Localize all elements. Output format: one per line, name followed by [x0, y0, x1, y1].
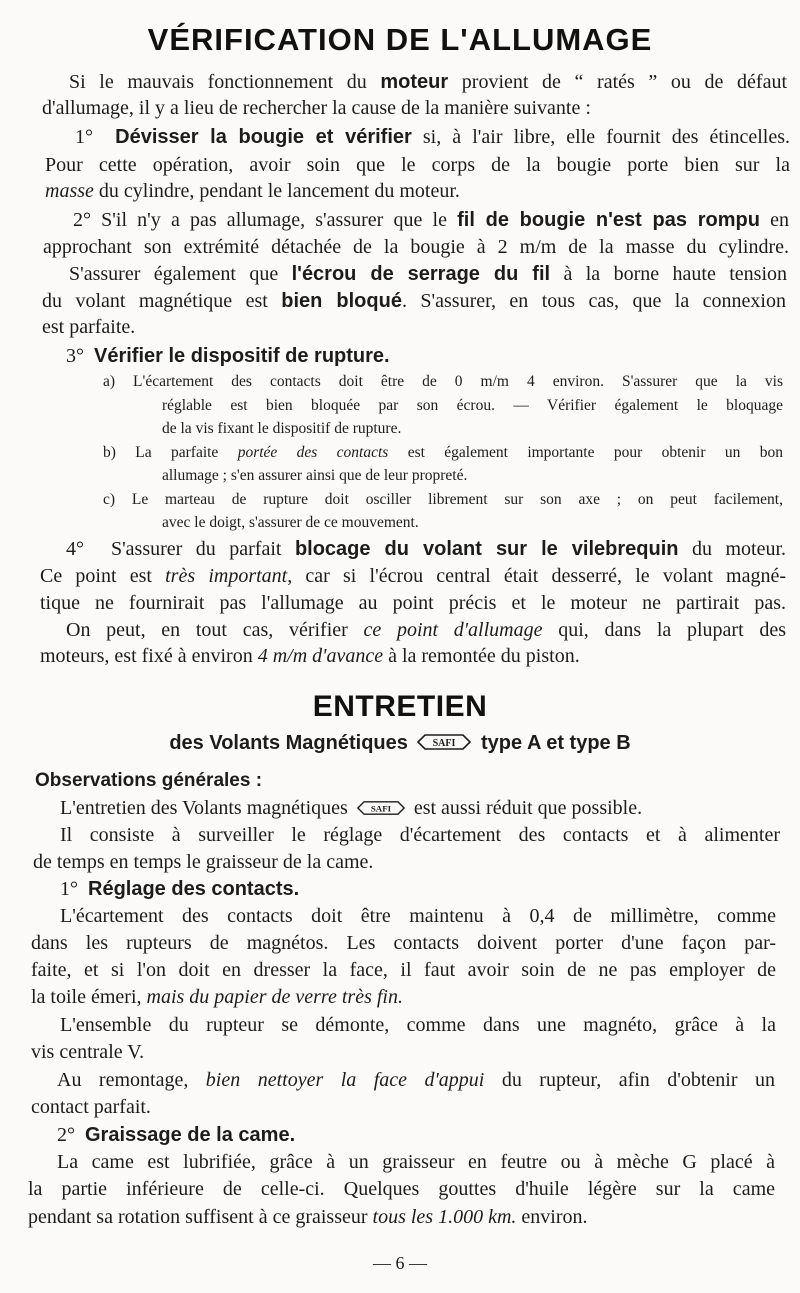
safi-logo-icon: [357, 800, 405, 816]
paragraph-line: [40, 564, 786, 588]
text-run: du cylindre, pendant le lancement du moteur.: [93, 180, 460, 202]
paragraph-line: La came est lubrifiée, grâce à un graisseur en feutre ou à mèche G placé à: [57, 1151, 775, 1173]
text-run: . S'assurer, en tous cas, que la connexion: [401, 290, 786, 312]
paragraph-line: tique ne fournirait pas l'allumage au point précis et le moteur ne partirait pas.: [40, 592, 786, 614]
text-run: Si le mauvais fonctionnement du: [69, 71, 381, 93]
section-2-heading: [73, 208, 789, 232]
text-run: On peut, en tout cas, vérifier: [66, 619, 364, 641]
section-number: 3°: [66, 345, 84, 367]
italic-text: bien nettoyer la face d'appui: [205, 1069, 485, 1091]
subsection-2-heading: [57, 1123, 295, 1147]
bold-text: Réglage des contacts.: [88, 878, 300, 900]
text-run: moteurs, est fixé à environ: [40, 645, 258, 667]
paragraph-line: [45, 179, 460, 203]
italic-text: masse: [45, 180, 94, 202]
section-subtitle: [0, 732, 800, 755]
bold-text: fil de bougie n'est pas rompu: [457, 209, 760, 231]
section-number: 1°: [60, 878, 78, 900]
text-run: si, à l'air libre, elle fournit des étincelles.: [411, 126, 791, 148]
paragraph-line: contact parfait.: [31, 1096, 151, 1118]
sub-item-a-continued: réglable est bien bloquée par son écrou. — Vérifier également le bloquage: [162, 397, 783, 414]
text-run: du rupteur, afin d'obtenir un: [484, 1069, 775, 1091]
text-run: pendant sa rotation suffisent à ce graisseur: [28, 1206, 373, 1228]
text-run: à la remontée du piston.: [383, 645, 580, 667]
paragraph-line: [42, 289, 786, 313]
text-run: Ce point est: [40, 565, 166, 587]
paragraph-line: est parfaite.: [42, 316, 136, 338]
sub-item-b: [103, 442, 783, 464]
sub-item-c: c) Le marteau de rupture doit osciller librement sur son axe ; on peut facilement,: [103, 491, 783, 508]
bold-text: moteur: [380, 71, 449, 93]
paragraph-line: faite, et si l'on doit en dresser la face, il faut avoir soin de ne pas employer de: [31, 959, 776, 981]
section-title: ENTRETIEN: [312, 690, 488, 723]
paragraph-line: de temps en temps le graisseur de la came.: [33, 851, 374, 873]
paragraph-line: vis centrale V.: [31, 1041, 145, 1063]
italic-text: tous les 1.000 km.: [372, 1206, 517, 1228]
paragraph-line: dans les rupteurs de magnétos. Les contacts doivent porter d'une façon par-: [31, 932, 776, 954]
italic-text: portée des contacts: [237, 444, 389, 461]
text-run: qui, dans la plupart des: [542, 619, 786, 641]
text-run: des Volants Magnétiques: [169, 732, 408, 754]
italic-text: ce point d'allumage: [363, 619, 543, 641]
page-number: — 6 —: [373, 1253, 427, 1273]
paragraph-line: Pour cette opération, avoir soin que le corps de la bougie porte bien sur la: [45, 154, 790, 176]
paragraph-line: d'allumage, il y a lieu de rechercher la cause de la manière suivante :: [42, 97, 591, 119]
text-run: S'il n'y a pas allumage, s'assurer que le: [101, 209, 458, 231]
paragraph-line: [69, 262, 787, 286]
page-title: VÉRIFICATION DE L'ALLUMAGE: [147, 22, 653, 57]
observations-heading: Observations générales :: [35, 770, 263, 791]
text-run: à la borne haute tension: [550, 263, 787, 285]
section-number: 2°: [73, 209, 91, 231]
bold-text: blocage du volant sur le vilebrequin: [294, 538, 679, 560]
safi-logo-icon: [417, 733, 471, 751]
bold-text: bien bloqué: [281, 290, 402, 312]
bold-text: l'écrou de serrage du fil: [291, 263, 551, 285]
paragraph-line: L'écartement des contacts doit être maintenu à 0,4 de millimètre, comme: [60, 905, 776, 927]
section-3-heading: [66, 344, 390, 368]
sub-item-a: a) L'écartement des contacts doit être de 0 m/m 4 environ. S'assurer que la vis: [103, 373, 783, 390]
text-run: L'entretien des Volants magnétiques: [60, 797, 348, 819]
text-run: est aussi réduit que possible.: [413, 797, 643, 819]
italic-text: 4 m/m d'avance: [257, 645, 384, 667]
text-run: est également importante pour obtenir un bon: [388, 444, 783, 461]
text-run: en: [759, 209, 789, 231]
paragraph-line: [57, 1068, 775, 1092]
text-run: environ.: [516, 1206, 588, 1228]
text-run: du moteur.: [678, 538, 786, 560]
section-4-heading: [66, 537, 786, 561]
paragraph-line: [28, 1205, 588, 1229]
section-number: 2°: [57, 1124, 75, 1146]
paragraph-line: Il consiste à surveiller le réglage d'écartement des contacts et à alimenter: [60, 824, 780, 846]
text-run: S'assurer du parfait: [110, 538, 295, 560]
section-1-heading: [75, 125, 790, 149]
section-number: 4°: [66, 538, 84, 560]
paragraph-line: [69, 70, 787, 94]
sub-item-c-continued: avec le doigt, s'assurer de ce mouvement.: [162, 514, 419, 531]
bold-text: Vérifier le dispositif de rupture.: [94, 345, 390, 367]
text-run: Au remontage,: [57, 1069, 206, 1091]
svg-text:SAFI: SAFI: [433, 737, 456, 749]
paragraph-line: [60, 796, 642, 820]
text-run: la toile émeri,: [31, 986, 147, 1008]
text-run: type A et type B: [481, 732, 631, 754]
sub-item-a-continued: de la vis fixant le dispositif de rupture.: [162, 420, 402, 437]
sub-item-b-continued: allumage ; s'en assurer ainsi que de leur propreté.: [162, 467, 468, 484]
section-number: 1°: [75, 126, 93, 148]
svg-text:SAFI: SAFI: [370, 803, 391, 814]
paragraph-line: la partie inférieure de celle-ci. Quelques gouttes d'huile légère sur la came: [28, 1178, 775, 1200]
text-run: S'assurer également que: [69, 263, 292, 285]
paragraph-line: [40, 644, 580, 668]
italic-text: très important: [165, 565, 288, 587]
italic-text: mais du papier de verre très fin.: [146, 986, 403, 1008]
text-run: provient de “ ratés ” ou de défaut: [448, 71, 787, 93]
paragraph-line: [66, 618, 786, 642]
paragraph-line: approchant son extrémité détachée de la bougie à 2 m/m de la masse du cylindre.: [43, 236, 789, 258]
bold-text: Dévisser la bougie et vérifier: [115, 126, 412, 148]
paragraph-line: [31, 985, 403, 1009]
subsection-1-heading: [60, 877, 299, 901]
text-run: , car si l'écrou central était desserré, le volant magné-: [287, 565, 786, 587]
text-run: du volant magnétique est: [42, 290, 282, 312]
text-run: b) La parfaite: [103, 444, 238, 461]
bold-text: Graissage de la came.: [85, 1124, 296, 1146]
paragraph-line: L'ensemble du rupteur se démonte, comme dans une magnéto, grâce à la: [60, 1014, 776, 1036]
